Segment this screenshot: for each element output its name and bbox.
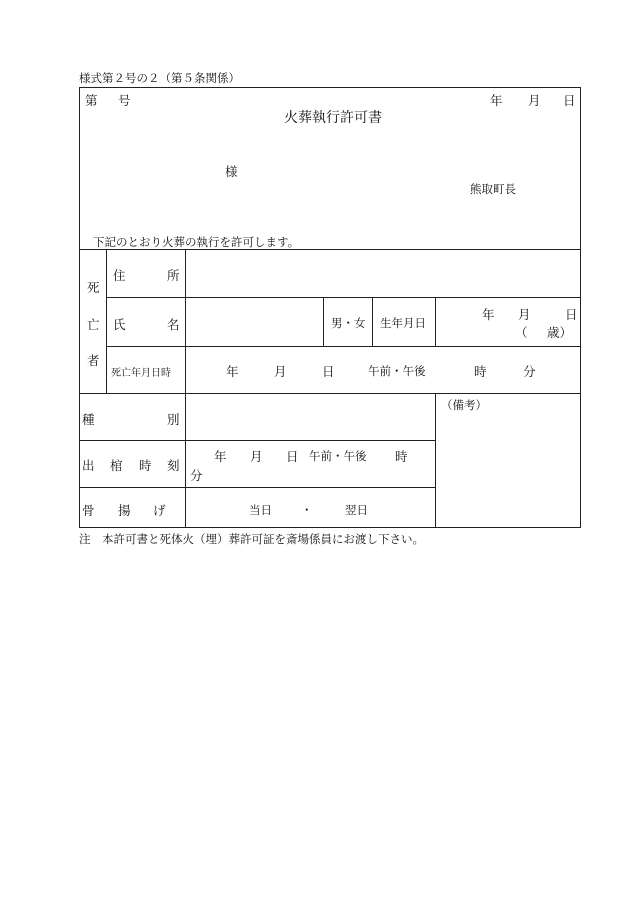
bone-same-day: 当日 <box>249 503 272 517</box>
rule-name-value-right <box>323 297 324 346</box>
gender-label: 男・女 <box>331 316 366 330</box>
birth-nen: 年 <box>482 307 495 322</box>
bone-label-2: 揚 <box>118 503 131 518</box>
death-ji: 時 <box>474 364 487 379</box>
death-hi: 日 <box>322 364 335 379</box>
footnote: 注 本許可書と死体火（埋）葬許可証を斎場係員にお渡し下さい。 <box>79 532 424 546</box>
recipient-sama: 様 <box>225 164 238 179</box>
date-hi: 日 <box>563 93 576 108</box>
coffin-fun: 分 <box>190 468 203 483</box>
coffin-label-4: 刻 <box>167 458 180 473</box>
coffin-ampm: 午前・午後 <box>309 449 367 463</box>
address-label-2: 所 <box>167 268 180 283</box>
type-label-2: 別 <box>167 412 180 427</box>
type-label-1: 種 <box>82 412 95 427</box>
coffin-label-2: 棺 <box>110 458 123 473</box>
rule-name-bottom <box>106 346 581 347</box>
number-go: 号 <box>118 93 131 108</box>
death-fun: 分 <box>523 364 536 379</box>
age-open-paren: （ <box>515 325 528 340</box>
bone-dot: ・ <box>301 503 313 517</box>
rule-group-label-right <box>106 249 107 393</box>
deceased-label-1: 死 <box>87 280 100 295</box>
name-label-1: 氏 <box>113 317 126 332</box>
death-tsuki: 月 <box>274 364 287 379</box>
number-dai: 第 <box>85 93 98 108</box>
coffin-tsuki: 月 <box>250 449 263 464</box>
address-label-1: 住 <box>113 268 126 283</box>
coffin-hi: 日 <box>286 449 299 464</box>
death-datetime-label: 死亡年月日時 <box>111 368 171 379</box>
death-nen: 年 <box>226 364 239 379</box>
permission-statement: 下記のとおり火葬の執行を許可します。 <box>93 235 300 249</box>
birth-hi: 日 <box>565 307 578 322</box>
rule-coffin-bottom <box>79 487 435 488</box>
death-ampm: 午前・午後 <box>368 364 426 378</box>
name-label-2: 名 <box>167 317 180 332</box>
deceased-label-2: 亡 <box>87 317 100 332</box>
rule-gender-right <box>372 297 373 346</box>
bone-label-1: 骨 <box>82 503 95 518</box>
document-title: 火葬執行許可書 <box>284 110 382 126</box>
rule-remarks-left <box>435 393 436 528</box>
deceased-label-3: 者 <box>87 353 100 368</box>
rule-deceased-bottom <box>79 393 581 394</box>
birth-tsuki: 月 <box>518 307 531 322</box>
birth-label: 生年月日 <box>380 316 426 330</box>
bone-next-day: 翌日 <box>345 503 368 517</box>
form-number: 様式第２号の２（第５条関係） <box>79 71 240 85</box>
rule-type-bottom <box>79 440 435 441</box>
coffin-nen: 年 <box>214 449 227 464</box>
rule-birth-label-right <box>435 297 436 346</box>
coffin-label-1: 出 <box>82 458 95 473</box>
date-nen: 年 <box>490 93 503 108</box>
remarks-label: （備考） <box>441 398 487 412</box>
age-close: 歳） <box>547 325 573 340</box>
rule-address-bottom <box>106 297 581 298</box>
coffin-ji: 時 <box>395 449 408 464</box>
bone-label-3: げ <box>153 503 166 518</box>
coffin-label-3: 時 <box>139 458 152 473</box>
issuer-name: 熊取町長 <box>470 182 516 196</box>
rule-label-col-right <box>185 249 186 528</box>
date-tsuki: 月 <box>528 93 541 108</box>
